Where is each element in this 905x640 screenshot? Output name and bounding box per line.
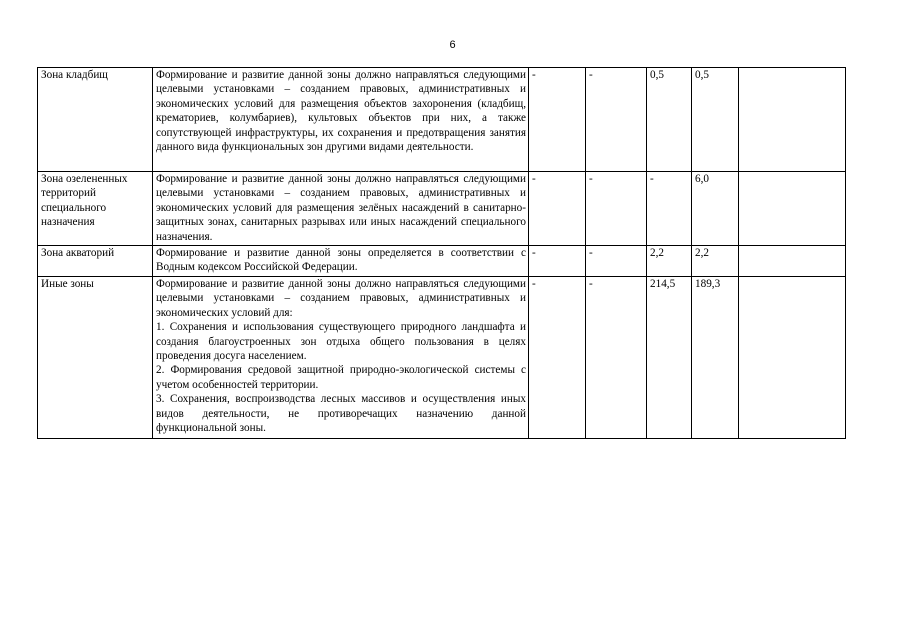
- value-cell: [739, 277, 846, 439]
- value-cell: -: [529, 246, 586, 277]
- description-paragraph: Формирование и развитие данной зоны должно направляться следующими целевыми установками – созданием правовых, административных и экономических условий для:: [156, 278, 526, 319]
- table-row: [38, 246, 846, 277]
- value-cell: 0,5: [647, 68, 692, 172]
- description-paragraph: 3. Сохранения, воспроизводства лесных массивов и осуществления иных видов деятельности, не противоречащих назначению данной функциональной зоны.: [156, 393, 526, 435]
- value-cell: -: [586, 246, 647, 277]
- table-row: [38, 172, 846, 246]
- value-cell: [739, 172, 846, 246]
- description-paragraph: 1. Сохранения и использования существующего природного ландшафта и создания благоустроенных зон отдыха общего пользования в целях проведения досуга населением.: [156, 321, 526, 363]
- table-row: [38, 277, 846, 439]
- description-paragraph: Формирование и развитие данной зоны должно направляться следующими целевыми установками – созданием правовых, административных и экономических условий для размещения объектов захоронения (кладбищ, крематориев, колумбариев), культовых объектов при них, а также сопутствующей инфраструктуры, их сохранения и предотвращения занятия данного вида функциональных зон другими видами деятельности.: [156, 69, 526, 154]
- value-cell: -: [529, 277, 586, 439]
- value-cell: [739, 246, 846, 277]
- description-paragraph: Формирование и развитие данной зоны определяется в соответствии с Водным кодексом Российской Федерации.: [156, 247, 526, 274]
- zone-name-cell: Зона кладбищ: [38, 68, 153, 172]
- table-row: [38, 68, 846, 172]
- value-cell: 214,5: [647, 277, 692, 439]
- value-cell: -: [586, 277, 647, 439]
- value-cell: 2,2: [647, 246, 692, 277]
- value-cell: 6,0: [692, 172, 739, 246]
- value-cell: 2,2: [692, 246, 739, 277]
- zone-description-cell: [153, 172, 529, 246]
- zone-description-cell: [153, 246, 529, 277]
- value-cell: [739, 68, 846, 172]
- zones-table: [37, 67, 846, 439]
- zone-name-cell: Зона озелененных территорий специального назначения: [38, 172, 153, 246]
- zone-name-cell: Зона акваторий: [38, 246, 153, 277]
- value-cell: -: [647, 172, 692, 246]
- value-cell: -: [529, 172, 586, 246]
- zone-description-cell: [153, 277, 529, 439]
- page-number: 6: [449, 39, 456, 51]
- zone-name-cell: Иные зоны: [38, 277, 153, 439]
- value-cell: 0,5: [692, 68, 739, 172]
- description-paragraph: Формирование и развитие данной зоны должно направляться следующими целевыми установками – созданием правовых, административных и экономических условий для размещения зелёных насаждений в санитарно-защитных зонах, санитарных разрывах или иных насаждений специального назначения.: [156, 173, 526, 243]
- zone-description-cell: [153, 68, 529, 172]
- value-cell: -: [529, 68, 586, 172]
- value-cell: -: [586, 172, 647, 246]
- value-cell: -: [586, 68, 647, 172]
- value-cell: 189,3: [692, 277, 739, 439]
- description-paragraph: 2. Формирования средовой защитной природно-экологической системы с учетом особенностей территории.: [156, 364, 526, 391]
